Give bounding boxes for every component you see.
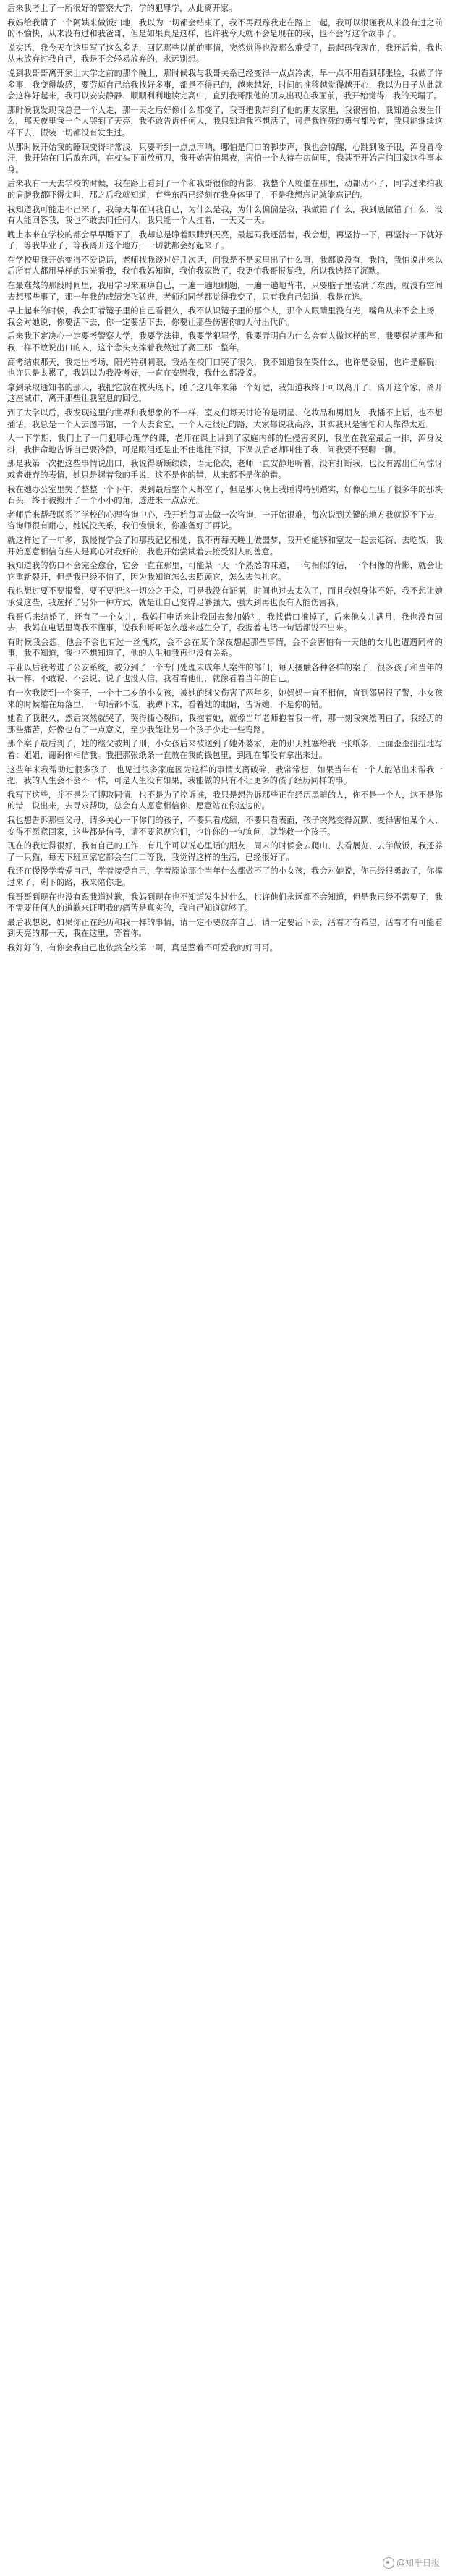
article-paragraph: 后来我考上了一所很好的警察大学，学的犯罪学，从此离开家。	[7, 4, 237, 13]
article-paragraph: 毕业以后我考进了公安系统，被分到了一个专门处理未成年人案件的部门，每天接触各种各样的案子，很多孩子和当年的我一样，不敢说、不会说、说了也没人信，我看着他们，就像看着当年的自己。	[7, 662, 443, 684]
article-paragraph: 她看了我很久，然后突然就哭了，哭得撕心裂肺，我抱着她，就像当年老师抱着我一样，那一刻我突然明白了，我经历的那些痛苦，好像也有了一点意义，至少我能让另一个孩子少走一些弯路。	[7, 714, 443, 735]
article-paragraph: 我在她办公室里哭了整整一个下午，哭到最后整个人都空了，但是那天晚上我睡得特别踏实，好像心里压了很多年的那块石头，终于被搬开了一个小小的角，透进来一点点光。	[7, 484, 443, 506]
article-paragraph: 最后我想说，如果你正在经历和我一样的事情，请一定不要放弃自己，请一定要活下去，活着才有希望，活着才有可能看到天亮的那一天，我在这里，等着你。	[7, 917, 443, 939]
article-paragraph: 我也想过要不要报警，要不要把这一切公之于众，可是我没有证据，时间也过去太久了，而且我妈身体不好，我不想让她承受这些，我选择了另外一种方式，就是让自己变得足够强大，强大到再也没有人能伤害我。	[7, 586, 443, 607]
article-paragraph: 后来我有一天去学校的时候，我在路上看到了一个和我哥很像的背影，我整个人就僵在那里，动都动不了，同学过来拍我的肩膀我都吓得尖叫，那之后我就知道，有些东西已经刻在我身体里了，不是我想忘记就能忘记的。	[7, 179, 443, 200]
article-paragraph: 现在的我过得很好，我有自己的工作，有几个可以说心里话的朋友，周末的时候会去爬山、去看展览、去学做饭，我还养了一只猫，每天下班回家它都会在门口等我，我觉得这样的生活，已经很好了。	[7, 841, 443, 862]
watermark-text: @知乎日报	[396, 2557, 440, 2568]
article-paragraph: 老师后来帮我联系了学校的心理咨询中心，我开始每周去做一次咨询，一开始很难，每次说到关键的地方我就说不下去，咨询师很有耐心，她说没关系，我们慢慢来，你准备好了再说。	[7, 510, 443, 531]
article-paragraph: 拿到录取通知书的那天，我把它放在枕头底下，睡了这几年来第一个好觉，我知道我终于可以离开了，离开这个家，离开这座城市，离开那些让我窒息的回忆。	[7, 382, 443, 404]
article-paragraph: 我哥哥到现在也没有跟我道过歉，我妈到现在也不知道发生过什么，也许他们永远都不会知道，但是我已经不需要了，我不需要任何人的道歉来证明我的痛苦是真实的，我自己知道就够了。	[7, 892, 443, 913]
article-paragraph: 在学校里我开始变得不爱说话，老师找我谈过好几次话，问我是不是家里出了什么事，我都说没有，我怕，我怕说出来以后所有人都用异样的眼光看我，我怕我妈知道，我怕我家散了，我更怕我哥报复我，所以我选择了沉默。	[7, 255, 443, 276]
article-paragraph: 我好好的，有你会我自己也依然全校第一啊，真是惹着不可爱我的好哥哥。	[7, 942, 279, 953]
article-paragraph: 那是我第一次把这些事情说出口，我说得断断续续，语无伦次，老师一直安静地听着，没有打断我，也没有露出任何惊讶或者嫌弃的表情，她只是握着我的手说，这不是你的错，从来都不是你的错。	[7, 459, 443, 480]
article-paragraph: 在最难熬的那段时间里，我用学习来麻痹自己，一遍一遍地刷题，一遍一遍地背书，只要脑子里装满了东西，就没有空间去想那些事了，那一年我的成绩突飞猛进，老师和同学都觉得我变了，只有我自己知道，我是在逃。	[7, 281, 443, 302]
article-paragraph: 那时候我发现我总是一个人走，那一天之后好像什么都变了，我哥把我带到了他的朋友家里，我很害怕，我知道会发生什么，那天夜里我一个人哭到了天亮，我不敢告诉任何人，我只知道我不想活了，可是我连死的勇气都没有，我只能继续这样下去，假装一切都没有发生过。	[7, 105, 443, 138]
article-paragraph: 我知道我可能走不出来了，我每天都在问我自己，为什么是我，为什么偏偏是我，我做错了什么，我到底做错了什么，没有人能回答我，我也不敢去问任何人，我只能一个人扛着，一天又一天。	[7, 204, 443, 226]
article-paragraph: 我写下这些，并不是为了博取同情，也不是为了控诉谁，我只是想告诉那些正在经历黑暗的人，你不是一个人，这不是你的错，说出来，去寻求帮助，总会有人愿意相信你、愿意站在你这边的。	[7, 790, 443, 811]
article-paragraph: 我知道我的伤口不会完全愈合，它会一直在那里，可能某一天一个熟悉的味道，一句相似的话，一个相像的背影，就会让它重新裂开，但是我已经不怕了，因为我知道怎么去照顾它，怎么去包扎它。	[7, 561, 443, 582]
watermark	[383, 2556, 440, 2569]
article-paragraph: 我还在慢慢学着爱自己，学着接受自己，学着原谅那个当年什么都做不了的小女孩，我会对她说，你已经很勇敢了，你撑过来了，剩下的路，我来陪你走。	[7, 866, 443, 887]
article-paragraph: 说实话，我今天在这里写了这么多话，回忆那些以前的事情，突然觉得也没那么难受了，最起码我现在，我还活着，我也从未放弃过我自己，我是不会轻易放弃的，永远别想。	[7, 43, 443, 64]
article-paragraph: 从那时候开始我的睡眠变得非常浅，只要听到一点点声响，哪怕是门口的脚步声，我也会惊醒，心跳到嗓子眼，浑身冒冷汗，我开始在门后放东西，在枕头下面放剪刀，我开始害怕黑夜，害怕一个人待在房间里，我甚至开始害怕回家这件事本身。	[7, 142, 443, 174]
article-paragraph: 有时候我会想，他会不会也有过一丝愧疚，会不会在某个深夜想起那些事情，会不会害怕有一天他的女儿也遭遇同样的事，我不知道，我也不想知道了，他的人生和我再也没有关系。	[7, 637, 443, 659]
article-paragraph: 就这样过了一年多，我慢慢学会了和那段记忆相处，我不再每天晚上做噩梦，我开始能够和室友一起去逛街、去吃饭，我开始愿意相信有些人是真心对我好的，我也开始尝试着去接受别人的善意。	[7, 535, 443, 557]
article-paragraph: 说到我哥哥离开家上大学之前的那个晚上，那时候我与我哥关系已经变得一点点冷淡，早一点不用看到那张脸，我做了许多事，我变得敏感，要劳烦自己给我找好多事，都是不得已的，越来越好，时间的推移越觉得越开心，我以为日子从此就会这样好起来，我可以安安静静、顺顺利利地读完高中，直到我哥跟他的朋友出现在我面前，我开始觉得，我的天塌了。	[7, 68, 443, 101]
article-paragraph: 我哥后来结婚了，还有了一个女儿，我妈打电话来让我回去参加婚礼，我找借口推掉了，后来他女儿满月，我也没有回去，我妈在电话里骂我不懂事，说我和哥哥怎么越来越生分了，我握着电话一句话都说不出来。	[7, 612, 443, 633]
article-paragraph: 我妈给我请了一个阿姨来做饭扫地，我以为一切都会结束了，我不再跟踪我走在路上一起，我可以很谨我从来没有过之前的不愉快，从来没有过和我爸哥，但是如果真是这样，也许我今天就不会是现在的我，也不会写这个故事了。	[7, 17, 443, 39]
article-paragraph: 后来我下定决心一定要考警察大学，我要学法律，我要学犯罪学，我要弄明白为什么会有人做这样的事，我要保护那些和我一样不敢说出口的人，这个念头支撑着我熬过了高三那一整年。	[7, 331, 443, 353]
article-paragraph: 我也想告诉那些父母，请多关心一下你们的孩子，不要只看成绩，不要只看表面，孩子突然变得沉默、变得害怕某个人、变得不愿意回家，这些都是信号，请不要忽视它们，也许你的一句询问，就能救一个孩子。	[7, 816, 443, 837]
article-paragraph: 到了大学以后，我发现这里的世界和我想象的不一样，室友们每天讨论的是明星、化妆品和男朋友，我插不上话，也不想插话，我总是一个人去图书馆，一个人去食堂，一个人走很远的路，大家都说我高冷，其实我只是害怕和人靠得太近。	[7, 408, 443, 429]
article-paragraph: 这些年来我帮助过很多孩子，也见过很多家庭因为这样的事情支离破碎，我常常想，如果当年有一个人能站出来帮我一把，我的人生会不会不一样，可是人生没有如果，我能做的只有不让更多的孩子经历同样的事。	[7, 764, 443, 786]
article-paragraph: 有一次我接到一个案子，一个十二岁的小女孩，被她的继父伤害了两年多，她妈妈一直不相信，直到邻居报了警，小女孩来的时候缩在角落里，一句话都不说，我蹲下来，看着她的眼睛，告诉她，不是你的错。	[7, 688, 443, 709]
article-paragraph: 早上起来的时候，我会盯着镜子里的自己看很久，我不认识镜子里的那个人，那个人眼睛里没有光，嘴角从来不会上扬，我会对她说，你要活下去，你一定要活下去，你要让那些伤害你的人付出代价。	[7, 306, 443, 327]
article-paragraph: 那个案子最后判了，她的继父被判了刑，小女孩后来被送到了她外婆家，走的那天她塞给我一张纸条，上面歪歪扭扭地写着：姐姐，谢谢你相信我。我把那张纸条一直放在我的钱包里，到现在都没有拿出来过。	[7, 739, 443, 761]
watermark-logo-icon	[383, 2557, 394, 2569]
article-paragraph: 高考结束那天，我走出考场，阳光特别刺眼，我站在校门口哭了很久，我不知道我在哭什么，也许是委屈，也许是解脱，也许只是太累了，我妈以为我没考好，一直在安慰我，我什么都没说。	[7, 357, 443, 379]
article-paragraph: 晚上本来在学校的都会早早睡下了，我却总是睁着眼睛到天亮，最起码我还活着，我会想，再坚持一下，再坚持一下就好了，等我毕业了，等我离开这个地方，一切就都会好起来了。	[7, 229, 443, 251]
article-paragraph: 大一下学期，我们上了一门犯罪心理学的课，老师在课上讲到了家庭内部的性侵害案例，我坐在教室最后一排，浑身发抖，我拼命地告诉自己要冷静，可是眼泪还是止不住地往下掉，下课以后老师叫住了我，问我要不要聊一聊。	[7, 434, 443, 455]
